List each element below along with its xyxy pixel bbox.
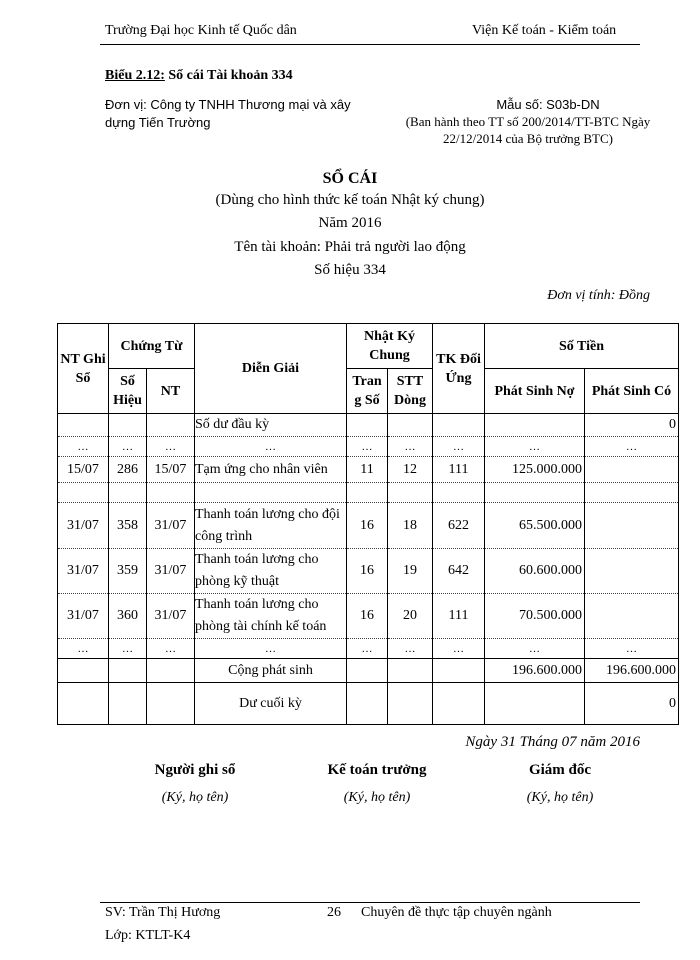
footer-class: Lớp: KTLT-K4 <box>105 928 191 943</box>
form-note-1: (Ban hành theo TT số 200/2014/TT-BTC Ngày <box>405 114 651 129</box>
header-school: Trường Đại học Kinh tế Quốc dân <box>105 23 297 38</box>
col-contra-header: TK Đối Ứng <box>433 324 485 414</box>
col-page-header: Tran g Số <box>347 369 388 414</box>
footer-topic: Chuyên đề thực tập chuyên ngành <box>361 905 552 920</box>
total-row <box>58 659 679 683</box>
bookkeeper-title: Người ghi sổ <box>154 762 236 778</box>
total-debit: 196.600.000 <box>485 659 585 683</box>
ellipsis-row: … … … … … … … … … <box>58 639 679 659</box>
form-code: Mẫu số: S03b-DN <box>496 97 600 112</box>
ledger-subtitle: (Dùng cho hình thức kế toán Nhật ký chung) <box>215 192 485 208</box>
blank-row <box>58 483 679 503</box>
exhibit-title <box>105 68 293 84</box>
director-sign-note: (Ký, họ tên) <box>526 790 594 805</box>
account-number: Số hiệu 334 <box>314 262 386 278</box>
col-description-header: Diễn Giải <box>195 324 347 414</box>
bookkeeper-sign-note: (Ký, họ tên) <box>161 790 229 805</box>
col-amount-header: Số Tiền <box>485 324 679 369</box>
table-row: 31/07 358 31/07 Thanh toán lương cho đội công trình 16 18 622 65.500.000 <box>58 503 679 549</box>
table-row: 15/07 286 15/07 Tạm ứng cho nhân viên 11 12 111 125.000.000 <box>58 457 679 483</box>
currency-unit: Đơn vị tính: Đồng <box>547 288 650 303</box>
exhibit-name: Sổ cái Tài khoản 334 <box>164 68 293 83</box>
ellipsis-row: … … … … … … … … … <box>58 437 679 457</box>
col-date-header: NT Ghi Sổ <box>58 324 109 414</box>
closing-label: Dư cuối kỳ <box>195 683 347 725</box>
company-line-2: dựng Tiến Trường <box>105 115 211 130</box>
company-line-1: Đơn vị: Công ty TNHH Thương mại và xây <box>105 97 351 112</box>
company-info <box>105 96 395 132</box>
col-voucher-date-header: NT <box>147 369 195 414</box>
closing-row <box>58 683 679 725</box>
ledger-table <box>57 323 679 725</box>
col-debit-header: Phát Sinh Nợ <box>485 369 585 414</box>
col-voucher-no-header: Số Hiệu <box>109 369 147 414</box>
director-title: Giám đốc <box>528 762 592 778</box>
header-divider <box>100 44 640 45</box>
footer-student: SV: Trần Thị Hương <box>105 905 221 920</box>
signature-date: Ngày 31 Tháng 07 năm 2016 <box>465 734 640 750</box>
opening-label: Số dư đầu kỳ <box>195 414 347 437</box>
chief-accountant-sign-note: (Ký, họ tên) <box>343 790 411 805</box>
opening-credit: 0 <box>585 414 679 437</box>
footer-divider <box>100 902 640 903</box>
col-journal-header: Nhật Ký Chung <box>347 324 433 369</box>
opening-row <box>58 414 679 437</box>
ledger-title: SỔ CÁI <box>322 170 378 187</box>
total-credit: 196.600.000 <box>585 659 679 683</box>
exhibit-label: Biểu 2.12: <box>105 68 165 83</box>
account-name: Tên tài khoản: Phải trả người lao động <box>234 239 466 255</box>
form-info <box>378 96 678 147</box>
col-voucher-header: Chứng Từ <box>109 324 195 369</box>
header-institute: Viện Kế toán - Kiểm toán <box>472 23 617 38</box>
ledger-year: Năm 2016 <box>318 215 382 231</box>
table-row: 31/07 359 31/07 Thanh toán lương cho phòng kỹ thuật 16 19 642 60.600.000 <box>58 549 679 594</box>
table-row: 31/07 360 31/07 Thanh toán lương cho phòng tài chính kế toán 16 20 111 70.500.000 <box>58 594 679 639</box>
footer-page-number: 26 <box>327 905 341 920</box>
form-note-2: 22/12/2014 của Bộ trưởng BTC) <box>443 131 613 146</box>
col-line-header: STT Dòng <box>388 369 433 414</box>
total-label: Cộng phát sinh <box>195 659 347 683</box>
col-credit-header: Phát Sinh Có <box>585 369 679 414</box>
closing-credit: 0 <box>585 683 679 725</box>
chief-accountant-title: Kế toán trưởng <box>327 762 427 778</box>
